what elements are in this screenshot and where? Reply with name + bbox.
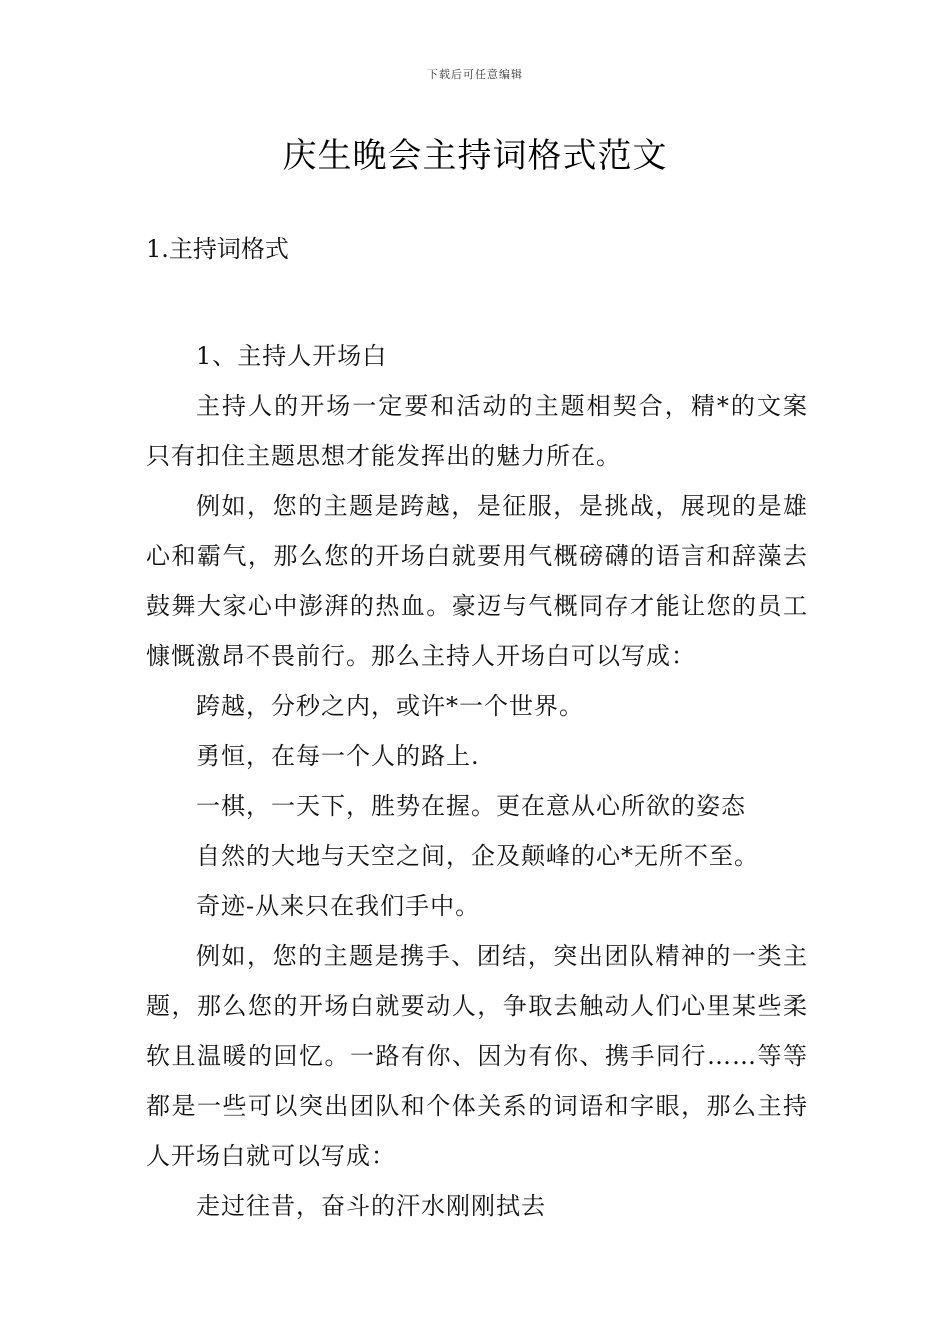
section-heading: 1.主持词格式 bbox=[146, 235, 289, 263]
document-title: 庆生晚会主持词格式范文 bbox=[282, 136, 668, 176]
paragraph: 勇恒，在每一个人的路上. bbox=[196, 742, 480, 770]
paragraph: 例如，您的主题是携手、团结，突出团队精神的一类主题，那么您的开场白就要动人，争取去触动人们心里某些柔软且温暖的回忆。一路有你、因为有你、携手同行……等等都是一些可以突出团队和个体关系的词语和字眼，那么主持人开场白就可以写成： bbox=[146, 942, 808, 1170]
subheading-opening: 1、主持人开场白 bbox=[196, 342, 388, 370]
paragraph: 例如，您的主题是跨越，是征服，是挑战，展现的是雄心和霸气，那么您的开场白就要用气概磅礴的语言和辞藻去鼓舞大家心中澎湃的热血。豪迈与气概同存才能让您的员工慷慨激昂不畏前行。那么主持人开场白可以写成： bbox=[146, 492, 808, 670]
document-body bbox=[146, 331, 808, 1231]
paragraph: 主持人的开场一定要和活动的主题相契合，精*的文案只有扣住主题思想才能发挥出的魅力所在。 bbox=[146, 392, 808, 470]
paragraph: 一棋，一天下，胜势在握。更在意从心所欲的姿态 bbox=[196, 792, 746, 820]
header-note: 下载后可任意编辑 bbox=[427, 68, 523, 81]
paragraph: 自然的大地与天空之间，企及颠峰的心*无所不至。 bbox=[196, 842, 759, 870]
paragraph: 跨越，分秒之内，或许*一个世界。 bbox=[196, 692, 584, 720]
paragraph: 奇迹-从来只在我们手中。 bbox=[196, 892, 481, 920]
paragraph: 走过往昔，奋斗的汗水刚刚拭去 bbox=[196, 1192, 546, 1220]
